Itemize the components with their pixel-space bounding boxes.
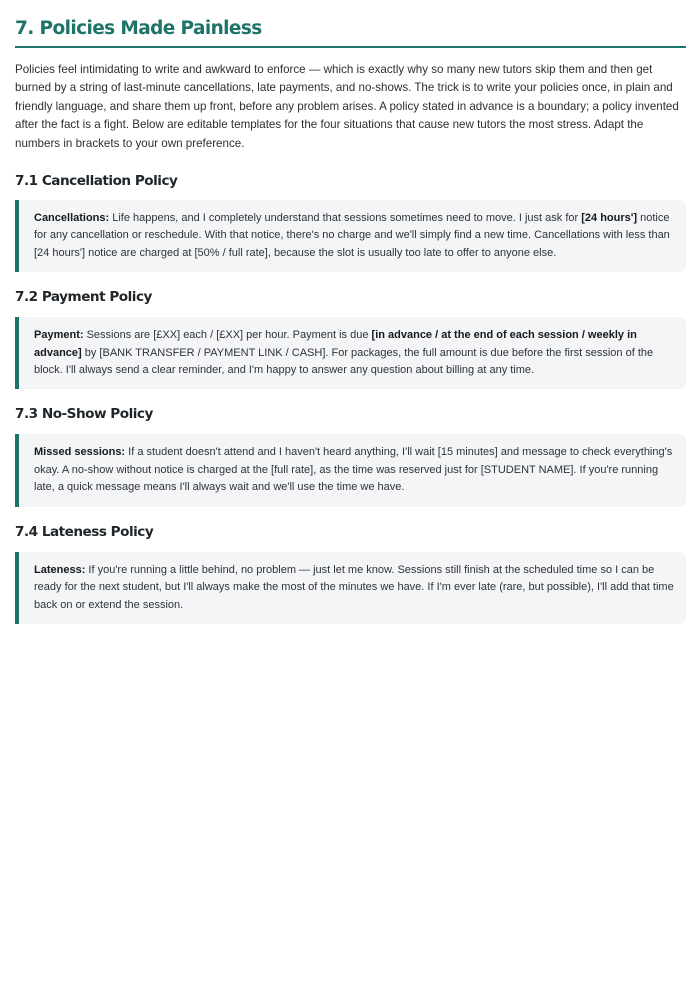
policy-text: notice for any cancellation or reschedule. With that notice, there's no charge and we'll simply find a new time. Cancellations with less than [24 hours'] notice are charged at [50% / full rate], because the slot is usually too late to offer to anyone else. [34,212,670,259]
policy-text: If a student doesn't attend and I haven't heard anything, I'll wait [15 minutes] and message to check everything's okay. A no-show without notice is charged at the [full rate], as the time was reserved just for [STUDENT NAME]. If you're running late, a quick message means I'll always wait and we'll use the time we have. [34,446,673,494]
section-title-payment: 7.2 Payment Policy [15,289,152,306]
policy-text: by [BANK TRANSFER / PAYMENT LINK / CASH]. For packages, the full amount is due before the first session of the block. I'll always send a clear reminder, and I'm happy to answer any question about billing at any time. [34,346,654,377]
policy-emphasis: [in advance / at the end of each session / weekly in advance] [34,329,637,359]
policy-box-noshow [15,434,686,506]
policy-lead: Missed sessions: [34,446,126,459]
chapter-title: 7. Policies Made Painless [15,18,686,48]
policy-lead: Payment: [34,329,84,342]
policy-text: Sessions are [£XX] each / [£XX] per hour. Payment is due [83,329,372,342]
intro-paragraph: Policies feel intimidating to write and awkward to enforce — which is exactly why so many new tutors skip them and then get burned by a string of last-minute cancellations, late payments, and no-shows. The trick is to write your policies once, in plain and friendly language, and share them up front, before any problem arises. A policy stated in advance is a boundary; a policy invented after the fact is a fight. Below are editable templates for the four situations that cause new tutors the most stress. Adapt the numbers in brackets to your own preference. [15,63,679,150]
policy-box-payment [15,317,686,389]
section-title-noshow: 7.3 No-Show Policy [15,406,153,423]
section-title-cancellation: 7.1 Cancellation Policy [15,173,178,190]
policy-box-lateness [15,552,686,624]
policy-emphasis: [24 hours'] [581,212,638,225]
section-title-lateness: 7.4 Lateness Policy [15,523,154,540]
policy-text: If you're running a little behind, no problem — just let me know. Sessions still finish at the scheduled time so I can be ready for the next student, but I'll always make the most of the minutes we have. If I'm ever late (rare, but possible), I'll add that time back on or extend the session. [34,563,674,611]
policy-text: Life happens, and I completely understand that sessions sometimes need to move. I just ask for [109,212,582,225]
policy-lead: Lateness: [34,563,86,576]
policy-box-cancellation [15,200,686,272]
policy-lead: Cancellations: [34,212,110,225]
